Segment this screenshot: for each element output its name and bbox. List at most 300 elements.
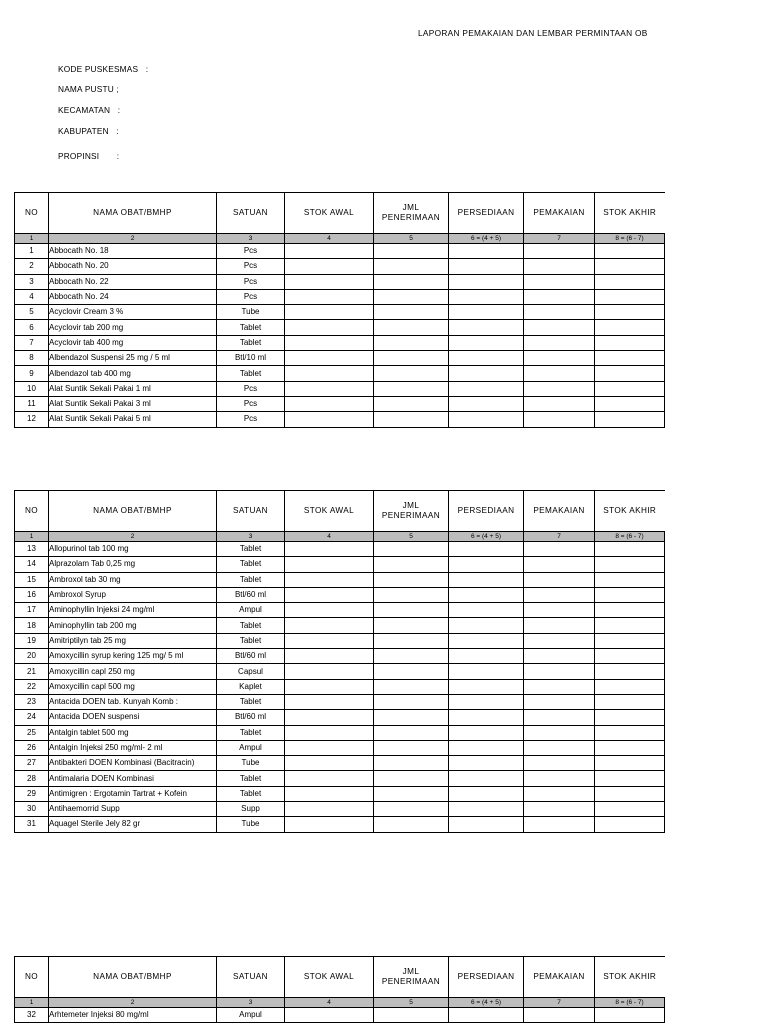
stok-awal-cell	[285, 817, 374, 832]
penerimaan-cell	[374, 817, 449, 832]
stok-akhir-cell	[595, 725, 665, 740]
medicine-name: Abbocath No. 18	[49, 244, 217, 259]
col-nama: NAMA OBAT/BMHP	[49, 193, 217, 234]
unit-cell: Capsul	[217, 664, 285, 679]
index-cell: 5	[374, 532, 449, 542]
stok-akhir-cell	[595, 786, 665, 801]
medicine-name: Ambroxol Syrup	[49, 587, 217, 602]
unit-cell: Tablet	[217, 557, 285, 572]
medicine-name: Aminophyllin tab 200 mg	[49, 618, 217, 633]
col-jml-line1: JML	[402, 967, 420, 976]
stok-akhir-cell	[595, 618, 665, 633]
row-number: 18	[15, 618, 49, 633]
persediaan-cell	[449, 694, 524, 709]
pemakaian-cell	[524, 694, 595, 709]
col-jml-line2: PENERIMAAN	[381, 511, 441, 520]
penerimaan-cell	[374, 603, 449, 618]
penerimaan-cell	[374, 649, 449, 664]
pemakaian-cell	[524, 587, 595, 602]
table-row	[15, 756, 665, 771]
stok-awal-cell	[285, 618, 374, 633]
unit-cell: Kaplet	[217, 679, 285, 694]
index-cell: 6 = (4 + 5)	[449, 998, 524, 1008]
table-row	[15, 725, 665, 740]
pemakaian-cell	[524, 649, 595, 664]
table-row	[15, 542, 665, 557]
medicine-name: Amoxycillin syrup kering 125 mg/ 5 ml	[49, 649, 217, 664]
persediaan-cell	[449, 1008, 524, 1023]
column-index-row	[15, 532, 665, 542]
stok-awal-cell	[285, 381, 374, 396]
persediaan-cell	[449, 542, 524, 557]
unit-cell: Tablet	[217, 771, 285, 786]
stok-awal-cell	[285, 259, 374, 274]
unit-cell: Tablet	[217, 572, 285, 587]
stok-awal-cell	[285, 244, 374, 259]
unit-cell: Ampul	[217, 603, 285, 618]
persediaan-cell	[449, 366, 524, 381]
col-stok-awal: STOK AWAL	[285, 957, 374, 998]
row-number: 31	[15, 817, 49, 832]
col-jml-penerimaan	[374, 193, 449, 234]
penerimaan-cell	[374, 542, 449, 557]
index-cell: 6 = (4 + 5)	[449, 532, 524, 542]
penerimaan-cell	[374, 557, 449, 572]
medicine-name: Abbocath No. 20	[49, 259, 217, 274]
penerimaan-cell	[374, 244, 449, 259]
column-index-row	[15, 998, 665, 1008]
stok-awal-cell	[285, 351, 374, 366]
unit-cell: Tube	[217, 756, 285, 771]
index-cell: 1	[15, 234, 49, 244]
medicine-name: Aminophyllin Injeksi 24 mg/ml	[49, 603, 217, 618]
stok-awal-cell	[285, 305, 374, 320]
col-jml-line1: JML	[402, 203, 420, 212]
unit-cell: Tablet	[217, 633, 285, 648]
medicine-name: Antimigren : Ergotamin Tartrat + Kofein	[49, 786, 217, 801]
pemakaian-cell	[524, 320, 595, 335]
medicine-name: Antacida DOEN suspensi	[49, 710, 217, 725]
persediaan-cell	[449, 351, 524, 366]
medicine-name: Amoxycillin capl 250 mg	[49, 664, 217, 679]
column-index-row	[15, 234, 665, 244]
kode-puskesmas-label: KODE PUSKESMAS :	[58, 64, 149, 74]
medicine-name: Abbocath No. 24	[49, 289, 217, 304]
medicine-name: Alat Suntik Sekali Pakai 3 ml	[49, 396, 217, 411]
table-row	[15, 710, 665, 725]
persediaan-cell	[449, 618, 524, 633]
row-number: 4	[15, 289, 49, 304]
col-satuan: SATUAN	[217, 491, 285, 532]
index-cell: 3	[217, 532, 285, 542]
col-jml-line1: JML	[402, 501, 420, 510]
row-number: 11	[15, 396, 49, 411]
penerimaan-cell	[374, 305, 449, 320]
index-cell: 4	[285, 532, 374, 542]
penerimaan-cell	[374, 618, 449, 633]
medicine-name: Acyclovir tab 200 mg	[49, 320, 217, 335]
pemakaian-cell	[524, 771, 595, 786]
stok-akhir-cell	[595, 817, 665, 832]
unit-cell: Btl/60 ml	[217, 587, 285, 602]
pemakaian-cell	[524, 786, 595, 801]
unit-cell: Tablet	[217, 542, 285, 557]
table-row	[15, 587, 665, 602]
pemakaian-cell	[524, 618, 595, 633]
col-jml-line2: PENERIMAAN	[381, 213, 441, 222]
stok-awal-cell	[285, 557, 374, 572]
stok-awal-cell	[285, 572, 374, 587]
stok-awal-cell	[285, 679, 374, 694]
index-cell: 3	[217, 234, 285, 244]
report-title: LAPORAN PEMAKAIAN DAN LEMBAR PERMINTAAN OB	[418, 28, 648, 38]
row-number: 29	[15, 786, 49, 801]
stok-awal-cell	[285, 603, 374, 618]
row-number: 5	[15, 305, 49, 320]
medicine-name: Allopurinol tab 100 mg	[49, 542, 217, 557]
stok-awal-cell	[285, 366, 374, 381]
stok-akhir-cell	[595, 351, 665, 366]
pemakaian-cell	[524, 1008, 595, 1023]
col-nama: NAMA OBAT/BMHP	[49, 491, 217, 532]
unit-cell: Tablet	[217, 618, 285, 633]
penerimaan-cell	[374, 366, 449, 381]
penerimaan-cell	[374, 289, 449, 304]
persediaan-cell	[449, 381, 524, 396]
col-jml-line2: PENERIMAAN	[381, 977, 441, 986]
table-row	[15, 802, 665, 817]
unit-cell: Tablet	[217, 335, 285, 350]
row-number: 16	[15, 587, 49, 602]
stok-akhir-cell	[595, 335, 665, 350]
penerimaan-cell	[374, 633, 449, 648]
stok-akhir-cell	[595, 557, 665, 572]
unit-cell: Tablet	[217, 725, 285, 740]
kecamatan-label: KECAMATAN :	[58, 105, 121, 115]
stok-awal-cell	[285, 740, 374, 755]
table-row	[15, 244, 665, 259]
penerimaan-cell	[374, 259, 449, 274]
table-row	[15, 557, 665, 572]
table-row	[15, 366, 665, 381]
col-jml-penerimaan	[374, 957, 449, 998]
stok-awal-cell	[285, 320, 374, 335]
persediaan-cell	[449, 771, 524, 786]
persediaan-cell	[449, 587, 524, 602]
stok-awal-cell	[285, 1008, 374, 1023]
penerimaan-cell	[374, 802, 449, 817]
row-number: 27	[15, 756, 49, 771]
penerimaan-cell	[374, 320, 449, 335]
stok-akhir-cell	[595, 381, 665, 396]
stok-awal-cell	[285, 756, 374, 771]
penerimaan-cell	[374, 572, 449, 587]
unit-cell: Tablet	[217, 694, 285, 709]
penerimaan-cell	[374, 771, 449, 786]
row-number: 17	[15, 603, 49, 618]
index-cell: 8 = (6 - 7)	[595, 234, 665, 244]
penerimaan-cell	[374, 725, 449, 740]
stok-akhir-cell	[595, 396, 665, 411]
col-jml-penerimaan	[374, 491, 449, 532]
table-row	[15, 412, 665, 427]
table-header-row	[15, 193, 665, 234]
medicine-name: Amitriptilyn tab 25 mg	[49, 633, 217, 648]
table-row	[15, 771, 665, 786]
medicine-table-1	[14, 192, 665, 428]
stok-akhir-cell	[595, 633, 665, 648]
penerimaan-cell	[374, 664, 449, 679]
row-number: 8	[15, 351, 49, 366]
unit-cell: Tablet	[217, 366, 285, 381]
stok-awal-cell	[285, 335, 374, 350]
penerimaan-cell	[374, 786, 449, 801]
persediaan-cell	[449, 633, 524, 648]
stok-akhir-cell	[595, 679, 665, 694]
persediaan-cell	[449, 320, 524, 335]
medicine-name: Antacida DOEN tab. Kunyah Komb :	[49, 694, 217, 709]
table-row	[15, 351, 665, 366]
stok-akhir-cell	[595, 802, 665, 817]
row-number: 22	[15, 679, 49, 694]
stok-awal-cell	[285, 802, 374, 817]
table-row	[15, 274, 665, 289]
pemakaian-cell	[524, 740, 595, 755]
medicine-table-2	[14, 490, 665, 833]
row-number: 13	[15, 542, 49, 557]
pemakaian-cell	[524, 289, 595, 304]
persediaan-cell	[449, 603, 524, 618]
medicine-name: Antimalaria DOEN Kombinasi	[49, 771, 217, 786]
stok-akhir-cell	[595, 244, 665, 259]
medicine-name: Alprazolam Tab 0,25 mg	[49, 557, 217, 572]
col-pemakaian: PEMAKAIAN	[524, 491, 595, 532]
medicine-name: Aquagel Sterile Jely 82 gr	[49, 817, 217, 832]
stok-akhir-cell	[595, 320, 665, 335]
index-cell: 1	[15, 532, 49, 542]
persediaan-cell	[449, 396, 524, 411]
table-row	[15, 335, 665, 350]
pemakaian-cell	[524, 542, 595, 557]
table-row	[15, 649, 665, 664]
stok-awal-cell	[285, 412, 374, 427]
col-no: NO	[15, 957, 49, 998]
table-row	[15, 633, 665, 648]
unit-cell: Ampul	[217, 1008, 285, 1023]
col-persediaan: PERSEDIAAN	[449, 957, 524, 998]
table-row	[15, 740, 665, 755]
index-cell: 3	[217, 998, 285, 1008]
persediaan-cell	[449, 335, 524, 350]
stok-awal-cell	[285, 289, 374, 304]
stok-akhir-cell	[595, 305, 665, 320]
stok-awal-cell	[285, 725, 374, 740]
medicine-name: Abbocath No. 22	[49, 274, 217, 289]
penerimaan-cell	[374, 756, 449, 771]
stok-awal-cell	[285, 633, 374, 648]
pemakaian-cell	[524, 725, 595, 740]
row-number: 32	[15, 1008, 49, 1023]
penerimaan-cell	[374, 1008, 449, 1023]
persediaan-cell	[449, 710, 524, 725]
table-row	[15, 664, 665, 679]
medicine-name: Arhtemeter Injeksi 80 mg/ml	[49, 1008, 217, 1023]
kabupaten-label: KABUPATEN :	[58, 126, 119, 136]
col-stok-akhir: STOK AKHIR	[595, 193, 665, 234]
stok-awal-cell	[285, 786, 374, 801]
pemakaian-cell	[524, 557, 595, 572]
row-number: 2	[15, 259, 49, 274]
stok-awal-cell	[285, 771, 374, 786]
table-row	[15, 305, 665, 320]
medicine-name: Albendazol Suspensi 25 mg / 5 ml	[49, 351, 217, 366]
persediaan-cell	[449, 679, 524, 694]
penerimaan-cell	[374, 274, 449, 289]
unit-cell: Tablet	[217, 320, 285, 335]
stok-awal-cell	[285, 710, 374, 725]
col-pemakaian: PEMAKAIAN	[524, 957, 595, 998]
index-cell: 7	[524, 998, 595, 1008]
stok-awal-cell	[285, 694, 374, 709]
index-cell: 2	[49, 998, 217, 1008]
row-number: 25	[15, 725, 49, 740]
stok-akhir-cell	[595, 412, 665, 427]
row-number: 10	[15, 381, 49, 396]
row-number: 20	[15, 649, 49, 664]
persediaan-cell	[449, 664, 524, 679]
row-number: 30	[15, 802, 49, 817]
penerimaan-cell	[374, 587, 449, 602]
medicine-name: Antalgin tablet 500 mg	[49, 725, 217, 740]
pemakaian-cell	[524, 756, 595, 771]
stok-akhir-cell	[595, 756, 665, 771]
penerimaan-cell	[374, 396, 449, 411]
stok-akhir-cell	[595, 289, 665, 304]
stok-akhir-cell	[595, 366, 665, 381]
table-row	[15, 572, 665, 587]
unit-cell: Pcs	[217, 412, 285, 427]
stok-awal-cell	[285, 649, 374, 664]
pemakaian-cell	[524, 633, 595, 648]
table-header-row	[15, 957, 665, 998]
pemakaian-cell	[524, 412, 595, 427]
propinsi-label: PROPINSI :	[58, 151, 120, 161]
row-number: 19	[15, 633, 49, 648]
stok-akhir-cell	[595, 587, 665, 602]
unit-cell: Tube	[217, 817, 285, 832]
medicine-name: Acyclovir Cream 3 %	[49, 305, 217, 320]
row-number: 14	[15, 557, 49, 572]
pemakaian-cell	[524, 305, 595, 320]
index-cell: 8 = (6 - 7)	[595, 998, 665, 1008]
penerimaan-cell	[374, 335, 449, 350]
table-header-row	[15, 491, 665, 532]
col-stok-akhir: STOK AKHIR	[595, 491, 665, 532]
unit-cell: Tablet	[217, 786, 285, 801]
index-cell: 7	[524, 234, 595, 244]
persediaan-cell	[449, 649, 524, 664]
unit-cell: Supp	[217, 802, 285, 817]
persediaan-cell	[449, 412, 524, 427]
penerimaan-cell	[374, 381, 449, 396]
nama-pustu-label: NAMA PUSTU ;	[58, 84, 119, 94]
medicine-name: Ambroxol tab 30 mg	[49, 572, 217, 587]
col-persediaan: PERSEDIAAN	[449, 193, 524, 234]
pemakaian-cell	[524, 244, 595, 259]
medicine-name: Alat Suntik Sekali Pakai 5 ml	[49, 412, 217, 427]
penerimaan-cell	[374, 412, 449, 427]
pemakaian-cell	[524, 710, 595, 725]
table-row	[15, 679, 665, 694]
stok-akhir-cell	[595, 740, 665, 755]
medicine-name: Alat Suntik Sekali Pakai 1 ml	[49, 381, 217, 396]
unit-cell: Pcs	[217, 244, 285, 259]
penerimaan-cell	[374, 740, 449, 755]
pemakaian-cell	[524, 679, 595, 694]
row-number: 23	[15, 694, 49, 709]
persediaan-cell	[449, 274, 524, 289]
persediaan-cell	[449, 756, 524, 771]
stok-akhir-cell	[595, 603, 665, 618]
medicine-name: Albendazol tab 400 mg	[49, 366, 217, 381]
persediaan-cell	[449, 802, 524, 817]
pemakaian-cell	[524, 603, 595, 618]
table-row	[15, 618, 665, 633]
medicine-name: Amoxycillin capl 500 mg	[49, 679, 217, 694]
pemakaian-cell	[524, 664, 595, 679]
pemakaian-cell	[524, 802, 595, 817]
col-satuan: SATUAN	[217, 957, 285, 998]
table-row	[15, 289, 665, 304]
table-row	[15, 1008, 665, 1023]
row-number: 9	[15, 366, 49, 381]
row-number: 1	[15, 244, 49, 259]
unit-cell: Tube	[217, 305, 285, 320]
penerimaan-cell	[374, 679, 449, 694]
stok-awal-cell	[285, 396, 374, 411]
unit-cell: Pcs	[217, 289, 285, 304]
row-number: 6	[15, 320, 49, 335]
pemakaian-cell	[524, 366, 595, 381]
penerimaan-cell	[374, 351, 449, 366]
table-row	[15, 786, 665, 801]
pemakaian-cell	[524, 572, 595, 587]
index-cell: 5	[374, 998, 449, 1008]
table-row	[15, 320, 665, 335]
index-cell: 2	[49, 532, 217, 542]
stok-akhir-cell	[595, 649, 665, 664]
index-cell: 5	[374, 234, 449, 244]
col-nama: NAMA OBAT/BMHP	[49, 957, 217, 998]
row-number: 15	[15, 572, 49, 587]
stok-akhir-cell	[595, 542, 665, 557]
stok-awal-cell	[285, 542, 374, 557]
persediaan-cell	[449, 259, 524, 274]
index-cell: 6 = (4 + 5)	[449, 234, 524, 244]
index-cell: 4	[285, 234, 374, 244]
unit-cell: Btl/60 ml	[217, 649, 285, 664]
persediaan-cell	[449, 289, 524, 304]
index-cell: 2	[49, 234, 217, 244]
col-persediaan: PERSEDIAAN	[449, 491, 524, 532]
medicine-name: Antihaemorrid Supp	[49, 802, 217, 817]
stok-akhir-cell	[595, 771, 665, 786]
pemakaian-cell	[524, 381, 595, 396]
stok-akhir-cell	[595, 694, 665, 709]
penerimaan-cell	[374, 710, 449, 725]
stok-akhir-cell	[595, 259, 665, 274]
stok-akhir-cell	[595, 710, 665, 725]
